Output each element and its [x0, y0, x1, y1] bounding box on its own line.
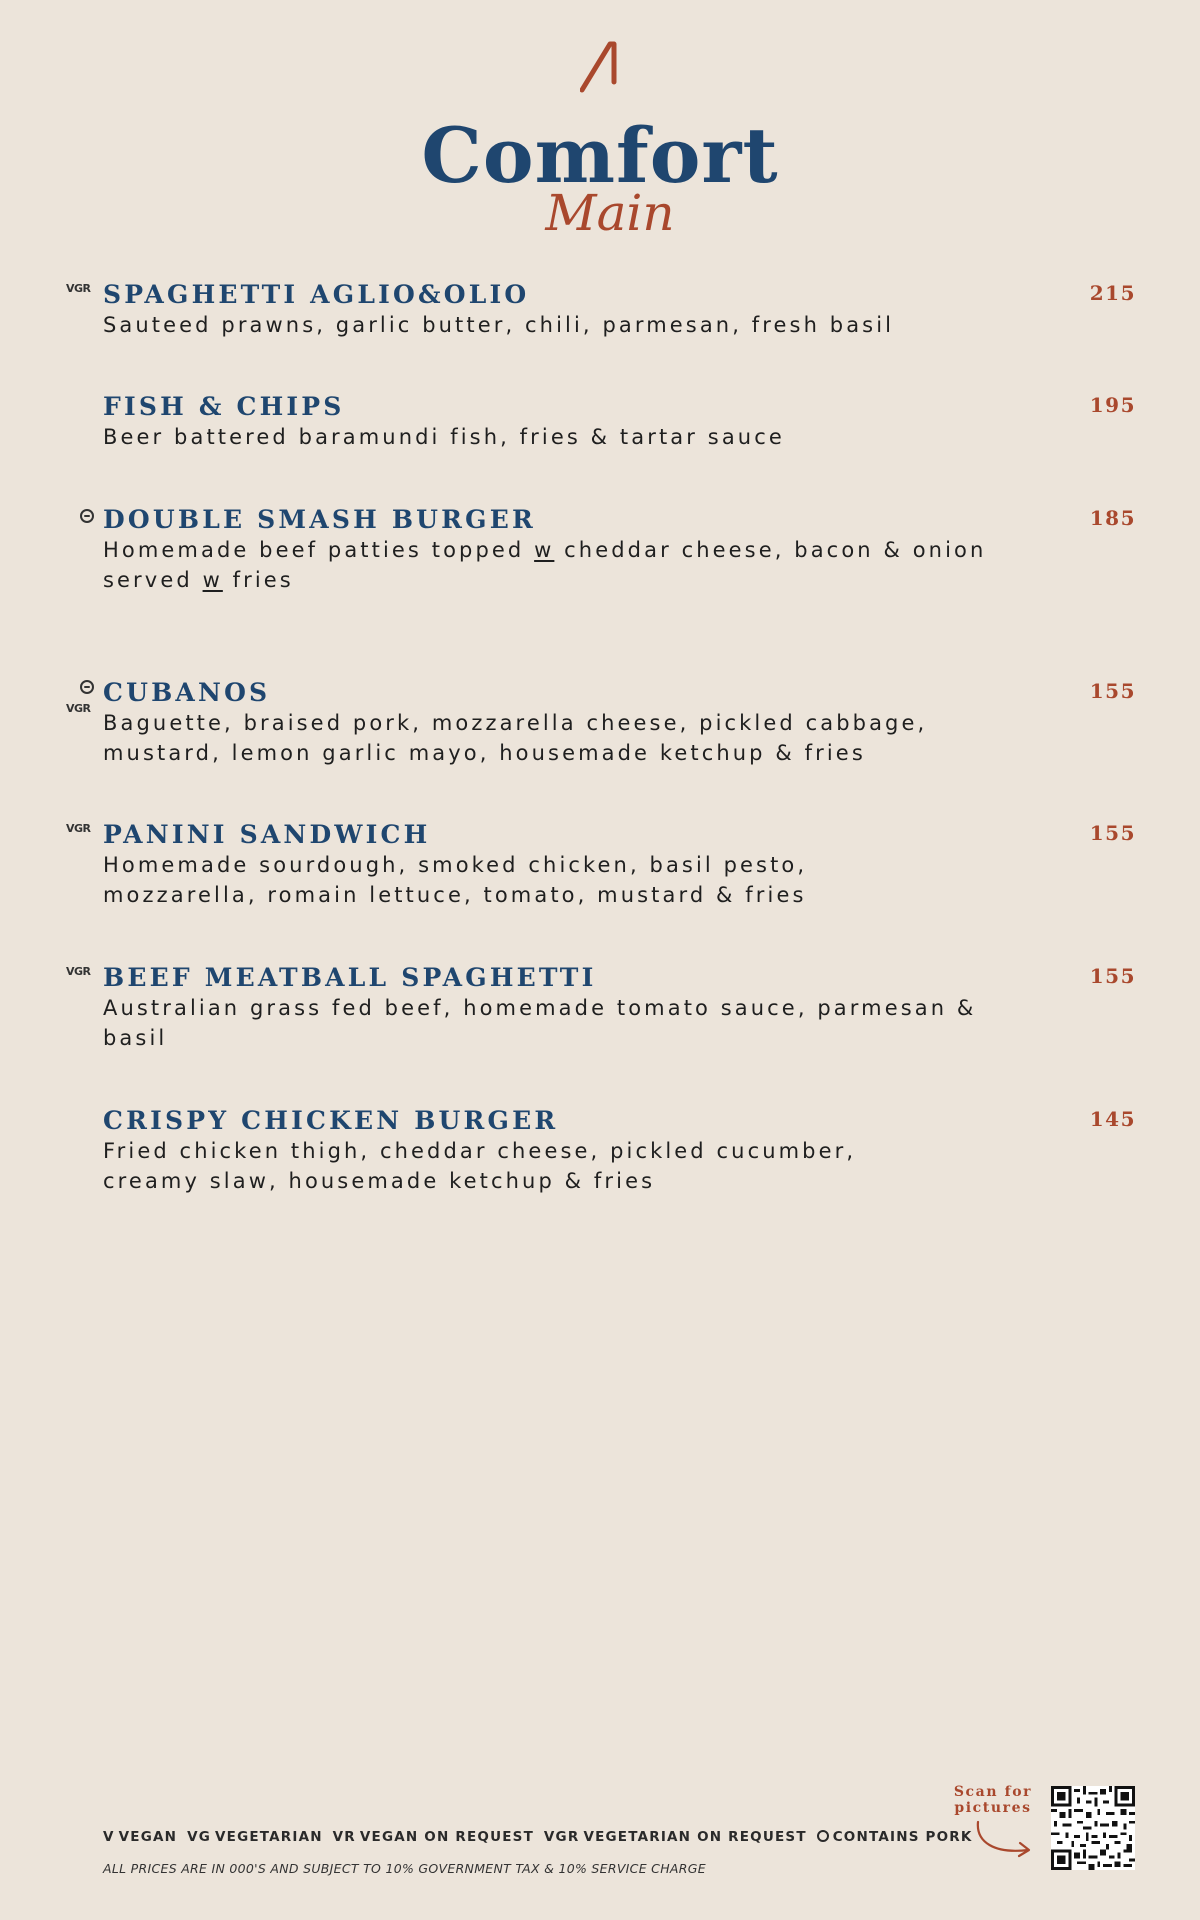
- item-description: [103, 993, 1033, 1053]
- item-name: DOUBLE SMASH BURGER: [103, 505, 536, 534]
- vegetarian-on-request-icon: VGR: [66, 822, 91, 835]
- legend-contains-pork: CONTAINS PORK: [832, 1829, 973, 1845]
- curved-arrow-icon: [972, 1820, 1036, 1860]
- description-line: Australian grass fed beef, homemade tomato sauce, parmesan &: [103, 996, 977, 1020]
- description-line: Baguette, braised pork, mozzarella cheese, pickled cabbage,: [103, 711, 928, 735]
- contains-pork-icon: [80, 680, 94, 694]
- item-description: [103, 422, 1033, 452]
- description-line: Sauteed prawns, garlic butter, chili, parmesan, fresh basil: [103, 313, 895, 337]
- item-name: SPAGHETTI AGLIO&OLIO: [103, 280, 530, 309]
- item-price: 195: [1089, 393, 1136, 417]
- item-name: FISH & CHIPS: [103, 392, 345, 421]
- vegetarian-on-request-icon: VGR: [66, 282, 91, 295]
- item-price: 155: [1089, 821, 1136, 845]
- page-subtitle: Main: [545, 184, 675, 242]
- item-price: 155: [1089, 679, 1136, 703]
- item-name: CRISPY CHICKEN BURGER: [103, 1106, 559, 1135]
- brand-logo-icon: [580, 40, 620, 96]
- item-description: [103, 535, 1033, 595]
- description-line: mozzarella, romain lettuce, tomato, mustard & fries: [103, 883, 807, 907]
- description-line: Beer battered baramundi fish, fries & tartar sauce: [103, 425, 785, 449]
- price-note: ALL PRICES ARE IN 000'S AND SUBJECT TO 10% GOVERNMENT TAX & 10% SERVICE CHARGE: [103, 1861, 706, 1876]
- description-line: creamy slaw, housemade ketchup & fries: [103, 1169, 656, 1193]
- legend-vegetarian: VEGETARIAN: [215, 1829, 323, 1845]
- contains-pork-icon: [817, 1830, 829, 1842]
- vegetarian-icon: VG: [187, 1829, 211, 1845]
- item-name: PANINI SANDWICH: [103, 820, 431, 849]
- description-line: Homemade beef patties topped w cheddar cheese, bacon & onion: [103, 538, 987, 562]
- item-description: [103, 708, 1033, 768]
- vegetarian-on-request-icon: VGR: [66, 702, 91, 715]
- description-line: Homemade sourdough, smoked chicken, basil pesto,: [103, 853, 808, 877]
- qr-code[interactable]: [1051, 1786, 1135, 1870]
- description-line: Fried chicken thigh, cheddar cheese, pickled cucumber,: [103, 1139, 857, 1163]
- item-price: 185: [1089, 506, 1136, 530]
- item-description: [103, 850, 1033, 910]
- item-name: BEEF MEATBALL SPAGHETTI: [103, 963, 597, 992]
- legend-vegan-on-request: VEGAN ON REQUEST: [359, 1829, 534, 1845]
- description-line: served w fries: [103, 568, 294, 592]
- description-line: basil: [103, 1026, 168, 1050]
- item-price: 155: [1089, 964, 1136, 988]
- item-price: 145: [1089, 1107, 1136, 1131]
- vegan-icon: V: [103, 1829, 115, 1845]
- vegetarian-on-request-icon: VGR: [543, 1829, 580, 1845]
- item-description: [103, 1136, 1033, 1196]
- dietary-legend: [103, 1829, 977, 1845]
- page-title: Comfort: [421, 111, 779, 200]
- legend-vegetarian-on-request: VEGETARIAN ON REQUEST: [583, 1829, 807, 1845]
- legend-vegan: VEGAN: [118, 1829, 178, 1845]
- item-description: [103, 310, 1033, 340]
- item-price: 215: [1089, 281, 1136, 305]
- description-line: mustard, lemon garlic mayo, housemade ketchup & fries: [103, 741, 866, 765]
- contains-pork-icon: [80, 509, 94, 523]
- item-name: CUBANOS: [103, 678, 271, 707]
- scan-label: Scan for pictures: [953, 1784, 1033, 1816]
- vegan-on-request-icon: VR: [332, 1829, 356, 1845]
- vegetarian-on-request-icon: VGR: [66, 965, 91, 978]
